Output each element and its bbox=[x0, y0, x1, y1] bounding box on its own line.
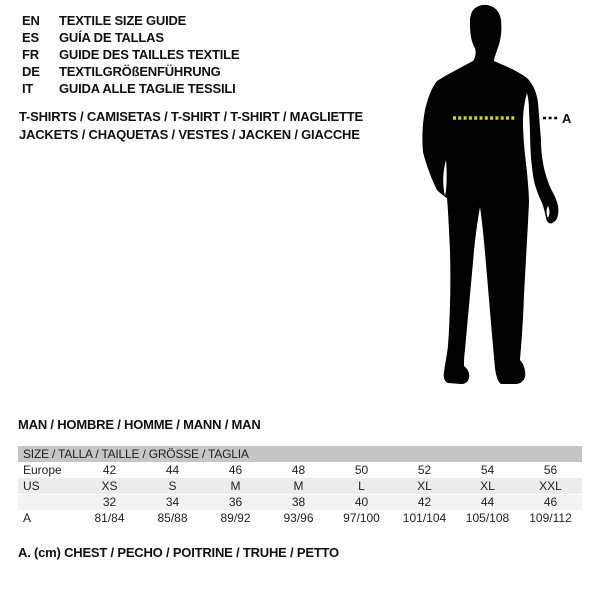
size-cell: XL bbox=[480, 479, 495, 493]
row-label: US bbox=[23, 479, 40, 493]
table-row-unlabeled bbox=[18, 494, 582, 510]
section-title-man: MAN / HOMBRE / HOMME / MANN / MAN bbox=[18, 417, 261, 432]
size-cell: 34 bbox=[165, 495, 180, 509]
row-label: Europe bbox=[23, 463, 62, 477]
size-cell: 44 bbox=[480, 495, 495, 509]
size-cell: 42 bbox=[417, 495, 432, 509]
language-code: ES bbox=[22, 30, 39, 45]
size-cell: 93/96 bbox=[283, 511, 314, 525]
row-label: A bbox=[23, 511, 32, 525]
garment-categories bbox=[19, 108, 363, 143]
language-code: IT bbox=[22, 81, 34, 96]
language-title: GUIDE DES TAILLES TEXTILE bbox=[59, 47, 240, 62]
language-row-es bbox=[22, 29, 239, 46]
size-cell: 44 bbox=[165, 463, 180, 477]
language-row-it bbox=[22, 80, 239, 97]
language-list bbox=[22, 12, 239, 97]
language-title: TEXTILGRÖßENFÜHRUNG bbox=[59, 64, 221, 79]
category-tshirts: T-SHIRTS / CAMISETAS / T-SHIRT / T-SHIRT / MAGLIETTE bbox=[19, 109, 363, 124]
size-cell: 85/88 bbox=[157, 511, 188, 525]
language-row-de bbox=[22, 63, 239, 80]
language-title: TEXTILE SIZE GUIDE bbox=[59, 13, 187, 28]
size-table bbox=[18, 446, 582, 526]
size-cell: 101/104 bbox=[402, 511, 447, 525]
size-cell: L bbox=[358, 479, 365, 493]
size-cell: 32 bbox=[102, 495, 117, 509]
size-cell: 48 bbox=[291, 463, 306, 477]
row-label bbox=[18, 495, 78, 510]
size-cell: 46 bbox=[228, 463, 243, 477]
size-cell: 36 bbox=[228, 495, 243, 509]
table-row-chest-cm bbox=[18, 510, 582, 526]
size-cell: 50 bbox=[354, 463, 369, 477]
table-row-us bbox=[18, 478, 582, 494]
language-title: GUIDA ALLE TAGLIE TESSILI bbox=[59, 81, 236, 96]
table-row-europe bbox=[18, 462, 582, 478]
language-row-en bbox=[22, 12, 239, 29]
size-cell: 105/108 bbox=[465, 511, 510, 525]
size-cell: 81/84 bbox=[94, 511, 125, 525]
size-cell: 42 bbox=[102, 463, 117, 477]
size-cell: 38 bbox=[291, 495, 306, 509]
size-cell: XS bbox=[101, 479, 118, 493]
size-cell: 40 bbox=[354, 495, 369, 509]
man-silhouette-icon bbox=[398, 2, 583, 397]
size-cell: 46 bbox=[543, 495, 558, 509]
size-cell: 52 bbox=[417, 463, 432, 477]
measurement-footnote: A. (cm) CHEST / PECHO / POITRINE / TRUHE / PETTO bbox=[18, 545, 339, 560]
measurement-figure bbox=[398, 2, 583, 397]
measurement-label-a: A bbox=[562, 111, 572, 126]
size-cell: S bbox=[168, 479, 177, 493]
language-code: EN bbox=[22, 13, 40, 28]
language-code: DE bbox=[22, 64, 40, 79]
language-row-fr bbox=[22, 46, 239, 63]
size-cell: 56 bbox=[543, 463, 558, 477]
size-cell: 97/100 bbox=[343, 511, 380, 525]
size-cell: 109/112 bbox=[529, 511, 572, 525]
size-cell: XXL bbox=[539, 479, 562, 493]
size-cell: M bbox=[230, 479, 241, 493]
category-jackets: JACKETS / CHAQUETAS / VESTES / JACKEN / GIACCHE bbox=[19, 126, 360, 142]
size-cell: 54 bbox=[480, 463, 495, 477]
size-cell: 89/92 bbox=[220, 511, 251, 525]
language-title: GUÍA DE TALLAS bbox=[59, 30, 164, 45]
size-table-header: SIZE / TALLA / TAILLE / GRÖSSE / TAGLIA bbox=[18, 446, 582, 462]
language-code: FR bbox=[22, 47, 39, 62]
size-cell: M bbox=[293, 479, 304, 493]
size-cell: XL bbox=[417, 479, 432, 493]
